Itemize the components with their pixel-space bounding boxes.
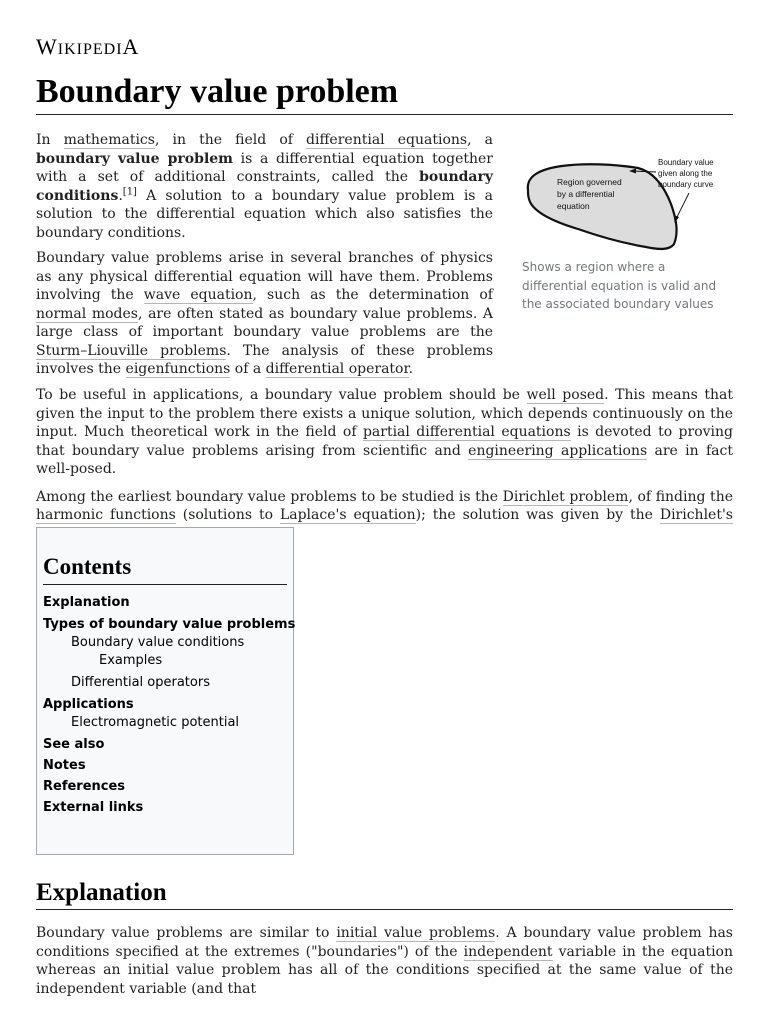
link-dirichlets-principle[interactable]: Dirichlet's	[36, 507, 733, 543]
body-paragraph-2: Among the earliest boundary value problems to be studied is the Dirichlet problem, of finding the harmonic functions (solutions to Laplace's equation); the solution was given by the Dirichlet's	[36, 488, 733, 544]
link-initial-value-problems[interactable]: initial value problems	[336, 925, 496, 941]
link-harmonic-functions[interactable]: harmonic functions	[36, 507, 176, 523]
boundary-figure	[522, 150, 732, 314]
toc-item-examples[interactable]: Examples	[99, 653, 163, 668]
toc-item-electromagnetic-potential[interactable]: Electromagnetic potential	[71, 715, 240, 730]
toc-item-applications[interactable]: Applications	[43, 697, 134, 712]
link-sturm-liouville[interactable]: Sturm–Liouville problems	[36, 342, 227, 359]
intro-paragraph-2: Boundary value problems arise in several branches of physics as any physical differential equation will have them. Problems involving the wave equation, such as the determination of normal modes, are often stated as boundary value problems. A large class of important boundary value problems are the Sturm–Liouville problems. The analysis of these problems involves the eigenfunctions of a differential operator.	[36, 250, 494, 377]
pointer-arrow-bottom	[676, 193, 689, 219]
body-section	[36, 386, 733, 543]
page-title: Boundary value problem	[36, 72, 733, 115]
wikipedia-wordmark[interactable]: WIKIPEDIA	[36, 34, 140, 59]
toc-item-differential-operators[interactable]: Differential operators	[71, 675, 210, 690]
link-differential-equations[interactable]: differential equations	[306, 132, 468, 148]
link-wave-equation[interactable]: wave equation	[143, 287, 253, 303]
boundary-label: Boundary value given along the boundary curve	[658, 158, 714, 189]
toc-item-explanation[interactable]: Explanation	[43, 595, 130, 610]
toc-item-see-also[interactable]: See also	[43, 737, 105, 752]
intro-section	[36, 131, 493, 379]
figure-caption: Shows a region where a differential equation is valid and the associated boundary values	[522, 260, 717, 311]
toc-item-notes[interactable]: Notes	[43, 758, 86, 773]
section-heading-explanation: Explanation	[36, 878, 733, 910]
link-engineering-applications[interactable]: engineering applications	[468, 442, 648, 459]
link-dirichlet-problem[interactable]: Dirichlet problem	[502, 488, 629, 505]
toc-item-types[interactable]: Types of boundary value problems	[43, 617, 296, 632]
link-partial-differential-equations[interactable]: partial differential equations	[362, 424, 571, 440]
body-paragraph-1: To be useful in applications, a boundary value problem should be well posed. This means that given the input to the problem there exists a unique solution, which depends continuously on the input. Much theoretical work in the field of partial differential equations is devoted to proving that boundary value problems arising from scientific and engineering applications are in fact well-posed.	[36, 387, 734, 477]
explanation-paragraph: Boundary value problems are similar to initial value problems. A boundary value problem has conditions specified at the extremes ("boundaries") of the independent variable in the equation whereas an initial value problem has all of the conditions specified at the same value of the independent variable (and that	[36, 925, 733, 997]
intro-paragraph-1: In mathematics, in the field of differential equations, a boundary value problem is a differential equation together with a set of additional constraints, called the boundary conditions.[1] A solution to a boundary value problem is a solution to the differential equation which also satisfies the boundary conditions.	[36, 132, 494, 241]
bold-term: boundary conditions	[36, 169, 493, 204]
link-eigenfunctions[interactable]: eigenfunctions	[125, 361, 231, 377]
toc-item-boundary-value-conditions[interactable]: Boundary value conditions	[71, 635, 245, 650]
link-differential-operator[interactable]: differential operator	[265, 361, 409, 377]
toc-item-external-links[interactable]: External links	[43, 800, 144, 815]
reference-link[interactable]: [1]	[122, 185, 137, 197]
toc-title: Contents	[43, 554, 287, 585]
bold-term: boundary value problem	[36, 150, 233, 167]
link-laplaces-equation[interactable]: Laplace's equation	[279, 507, 416, 523]
explanation-section	[36, 924, 733, 998]
boundary-diagram[interactable]	[522, 150, 732, 252]
region-label: Region governed by a differential equation	[557, 177, 622, 211]
link-mathematics[interactable]: mathematics	[63, 132, 155, 148]
toc-item-references[interactable]: References	[43, 779, 126, 794]
table-of-contents	[36, 527, 294, 855]
link-independent[interactable]: independent	[463, 943, 553, 960]
link-normal-modes[interactable]: normal modes	[36, 305, 138, 322]
link-well-posed[interactable]: well posed	[526, 387, 605, 403]
